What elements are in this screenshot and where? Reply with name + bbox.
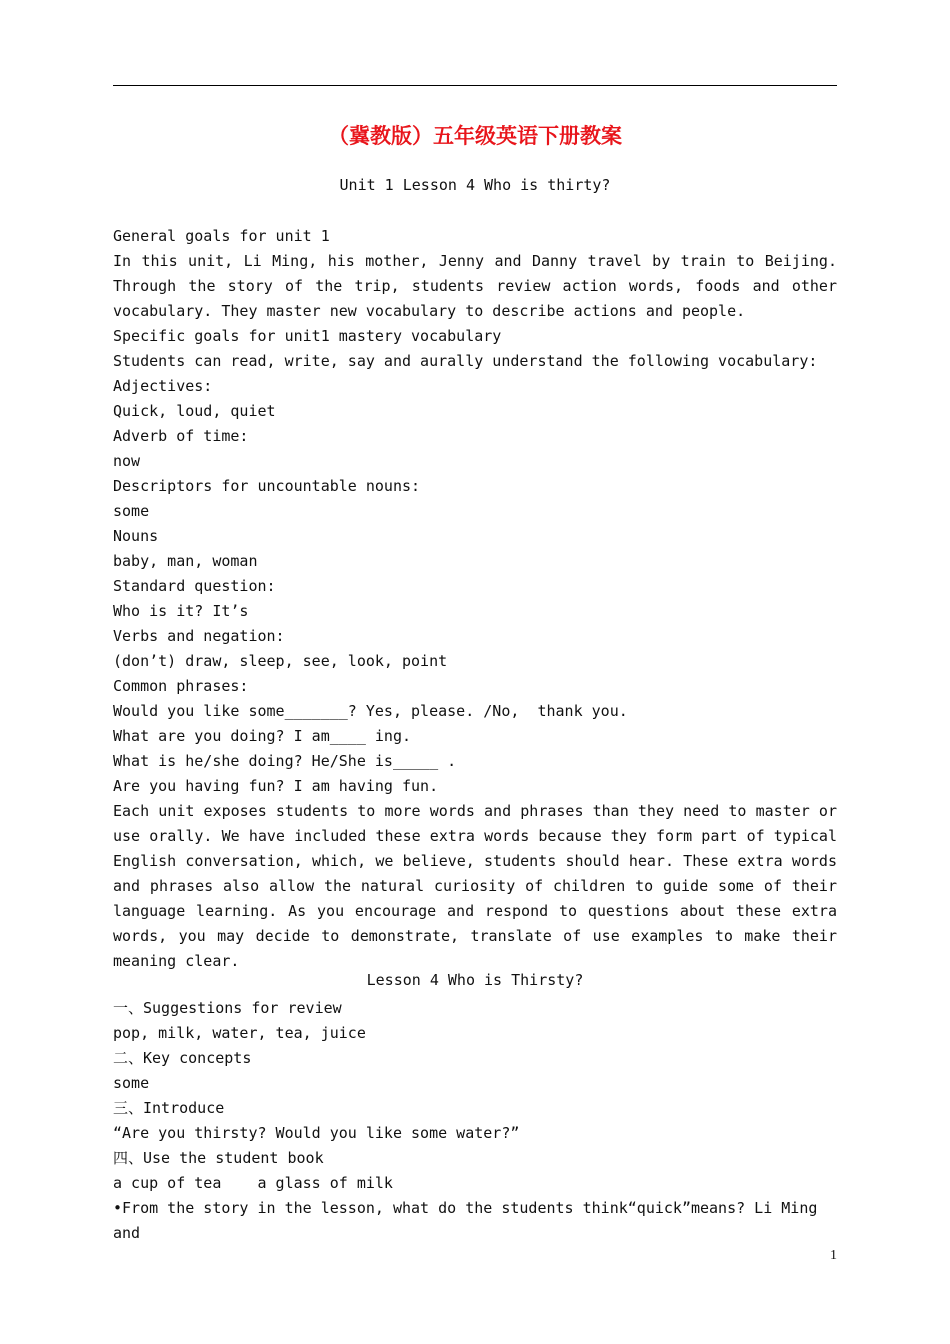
closing-paragraph: Each unit exposes students to more words and phrases than they need to master or use orally. We have included these extra words because they form part of typical English conversation, which, we believe, students should hear. These extra words and phrases also allow the natural curiosity of children to guide some of their language learning. As you encourage and respond to questions about these extra words, you may decide to demonstrate, translate of use examples to make their meaning clear. [113, 802, 837, 970]
nouns-list: baby, man, woman [113, 552, 258, 570]
lesson-heading: Lesson 4 Who is Thirsty? [366, 971, 584, 989]
adjectives-label: Adjectives: [113, 377, 213, 395]
student-book-label: 四、Use the student book [113, 1149, 324, 1167]
general-goals-heading: General goals for unit 1 [113, 227, 330, 245]
phrase-line: Are you having fun? I am having fun. [113, 777, 439, 795]
descriptors-label: Descriptors for uncountable nouns: [113, 477, 421, 495]
header-rule [113, 85, 837, 86]
adverb-label: Adverb of time: [113, 427, 249, 445]
document-subtitle: Unit 1 Lesson 4 Who is thirty? [339, 176, 611, 194]
intro-paragraph: In this unit, Li Ming, his mother, Jenny and Danny travel by train to Beijing. Through the story of the trip, students review action words, foods and other vocabulary. They master new vocabulary to describe actions and people. [113, 252, 837, 320]
verbs-label: Verbs and negation: [113, 627, 285, 645]
phrases-label: Common phrases: [113, 677, 249, 695]
adjectives-list: Quick, loud, quiet [113, 402, 276, 420]
document-title: （冀教版）五年级英语下册教案 [328, 124, 622, 148]
students-line: Students can read, write, say and aurally understand the following vocabulary: [113, 352, 818, 370]
descriptors-list: some [113, 502, 150, 520]
standard-question-label: Standard question: [113, 577, 276, 595]
standard-question-text: Who is it? It’s [113, 602, 249, 620]
review-words: pop, milk, water, tea, juice [113, 1024, 366, 1042]
page-number: 1 [830, 1248, 837, 1263]
unit-goals-section [113, 224, 837, 974]
phrase-line: What is he/she doing? He/She is_____ . [113, 752, 457, 770]
student-book-bullet: •From the story in the lesson, what do the students think“quick”means? Li Ming and [113, 1199, 818, 1242]
lesson-section [113, 996, 837, 1246]
verbs-list: (don’t) draw, sleep, see, look, point [113, 652, 448, 670]
review-label: 一、Suggestions for review [113, 999, 342, 1017]
introduce-label: 三、Introduce [113, 1099, 225, 1117]
phrase-line: Would you like some_______? Yes, please. /No, thank you. [113, 702, 628, 720]
introduce-text: “Are you thirsty? Would you like some water?” [113, 1124, 520, 1142]
key-concepts-label: 二、Key concepts [113, 1049, 252, 1067]
student-book-text: a cup of tea a glass of milk [113, 1174, 393, 1192]
key-concepts-text: some [113, 1074, 150, 1092]
nouns-label: Nouns [113, 527, 159, 545]
phrase-line: What are you doing? I am____ ing. [113, 727, 412, 745]
specific-goals-heading: Specific goals for unit1 mastery vocabulary [113, 327, 502, 345]
adverb-list: now [113, 452, 141, 470]
